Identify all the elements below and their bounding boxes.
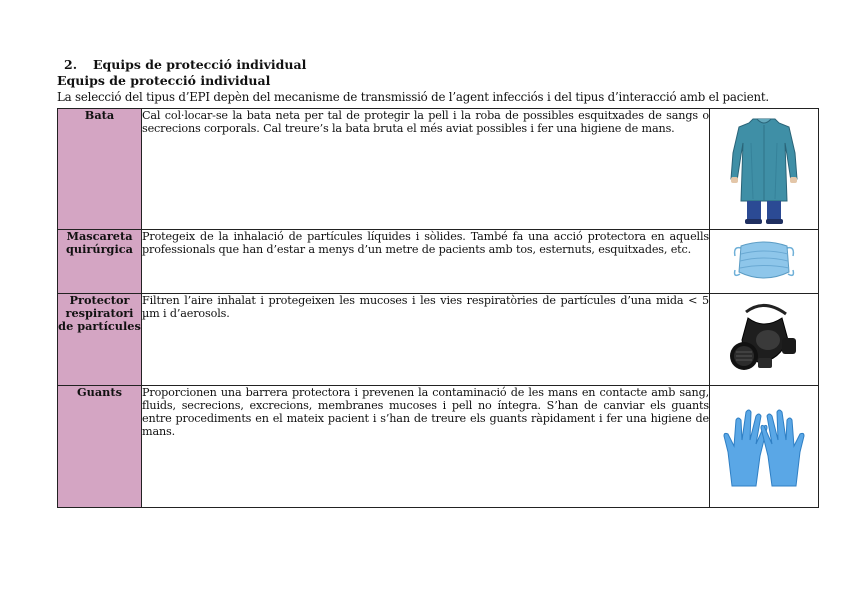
gloves-image-cell — [710, 386, 819, 508]
intro-text: La selecció del tipus d’EPI depèn del mecanisme de transmissió de l’agent infecciós i del tipus d’interacció amb el pacient. — [57, 90, 769, 104]
row-label: Guants — [58, 386, 142, 508]
row-description: Proporcionen una barrera protectora i prevenen la contaminació de les mans en contacte amb sang, fluids, secrecions, excrecions, membranes mucoses i pell no íntegra. S’han de canviar els guants entre procediments en el mateix pacient i s’han de treure els guants ràpidament i fer una higiene de mans. — [142, 386, 710, 508]
epi-table — [57, 108, 819, 508]
row-label: Mascareta quirúrgica — [58, 230, 142, 294]
table-row — [58, 386, 819, 508]
section-number: 2. — [64, 57, 78, 72]
table-row — [58, 109, 819, 230]
mask-image-cell — [710, 230, 819, 294]
row-label: Protector respiratori de partícules — [58, 294, 142, 386]
row-description: Cal col·locar-se la bata neta per tal de protegir la pell i la roba de possibles esquitxades de sangs o secrecions corporals. Cal treure’s la bata bruta el més aviat possibles i fer una higiene de mans. — [142, 109, 710, 230]
gloves-icon — [720, 400, 808, 492]
section-heading — [64, 57, 306, 72]
table-row — [58, 294, 819, 386]
section-title: Equips de protecció individual — [93, 57, 307, 72]
respirator-icon — [728, 300, 800, 380]
subheading: Equips de protecció individual — [57, 73, 271, 88]
surgical-mask-icon — [731, 236, 797, 286]
table-row — [58, 230, 819, 294]
gown-icon — [729, 113, 799, 225]
row-description: Filtren l’aire inhalat i protegeixen les mucoses i les vies respiratòries de partícules d’una mida < 5 µm i d’aerosols. — [142, 294, 710, 386]
row-description: Protegeix de la inhalació de partícules líquides i sòlides. També fa una acció protectora en aquells professionals que han d’estar a menys d’un metre de pacients amb tos, esternuts, esquitxades, etc. — [142, 230, 710, 294]
row-label: Bata — [58, 109, 142, 230]
respirator-image-cell — [710, 294, 819, 386]
gown-image-cell — [710, 109, 819, 230]
